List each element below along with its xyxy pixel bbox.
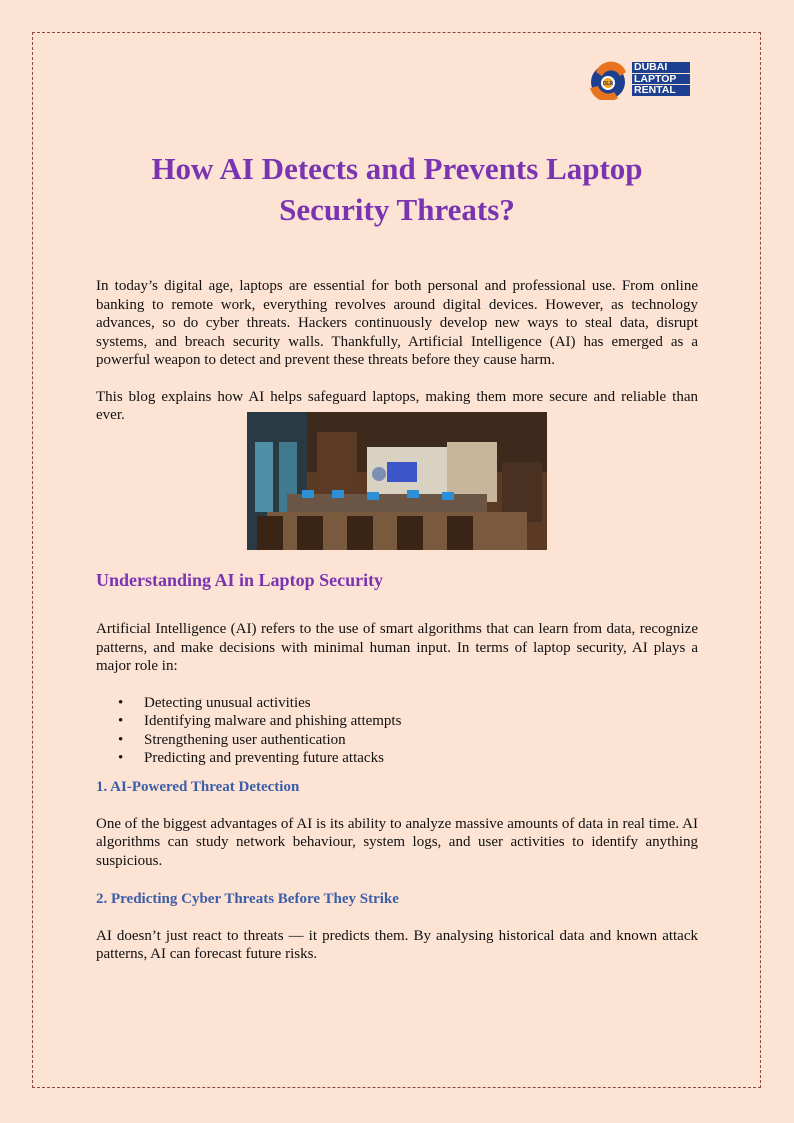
intro-paragraph-2: This blog explains how AI helps safeguard laptops, making them more secure and reliable than ever. <box>96 388 698 423</box>
section-paragraph: AI doesn’t just react to threats — it predicts them. By analysing historical data and known attack patterns, AI can forecast future risks. <box>96 927 698 962</box>
bullet-list <box>96 694 698 768</box>
logo-line-1: DUBAI <box>632 62 690 73</box>
list-item: • Strengthening user authentication <box>96 731 698 750</box>
section-understanding-ai <box>96 620 698 768</box>
section-predicting-threats <box>96 890 698 964</box>
section-paragraph: Artificial Intelligence (AI) refers to the use of smart algorithms that can learn from data, recognize patterns, and make decisions with minimal human input. In terms of laptop security, AI plays a major role in: <box>96 621 698 674</box>
logo-line-2: LAPTOP <box>632 74 690 85</box>
conference-room-photo <box>247 412 547 550</box>
section-paragraph: One of the biggest advantages of AI is its ability to analyze massive amounts of data in real time. AI algorithms can study network behaviour, system logs, and user activities to identify anything suspicious. <box>96 815 698 869</box>
list-item: • Detecting unusual activities <box>96 694 698 713</box>
page-title: How AI Detects and Prevents Laptop Security Threats? <box>151 151 643 227</box>
section-heading-threat-detection: 1. AI-Powered Threat Detection <box>96 779 300 795</box>
logo-emblem-icon <box>586 58 632 100</box>
section-heading-understanding-ai: Understanding AI in Laptop Security <box>96 570 384 590</box>
section-threat-detection <box>96 778 698 870</box>
company-logo <box>586 58 690 100</box>
intro-paragraph: In today’s digital age, laptops are essential for both personal and professional use. From online banking to remote work, everything revolves around digital devices. However, as technology advances, so do cyber threats. Hackers continuously develop new ways to steal data, disrupt systems, and breach security walls. Thankfully, Artificial Intelligence (AI) has emerged as a powerful weapon to detect and prevent these threats before they cause harm. <box>96 278 698 368</box>
svg-text:DLR: DLR <box>602 81 614 87</box>
logo-line-3: RENTAL <box>632 85 690 96</box>
section-heading-predicting-threats: 2. Predicting Cyber Threats Before They Strike <box>96 891 399 907</box>
list-item: • Predicting and preventing future attacks <box>96 749 698 768</box>
list-item: • Identifying malware and phishing attempts <box>96 712 698 731</box>
